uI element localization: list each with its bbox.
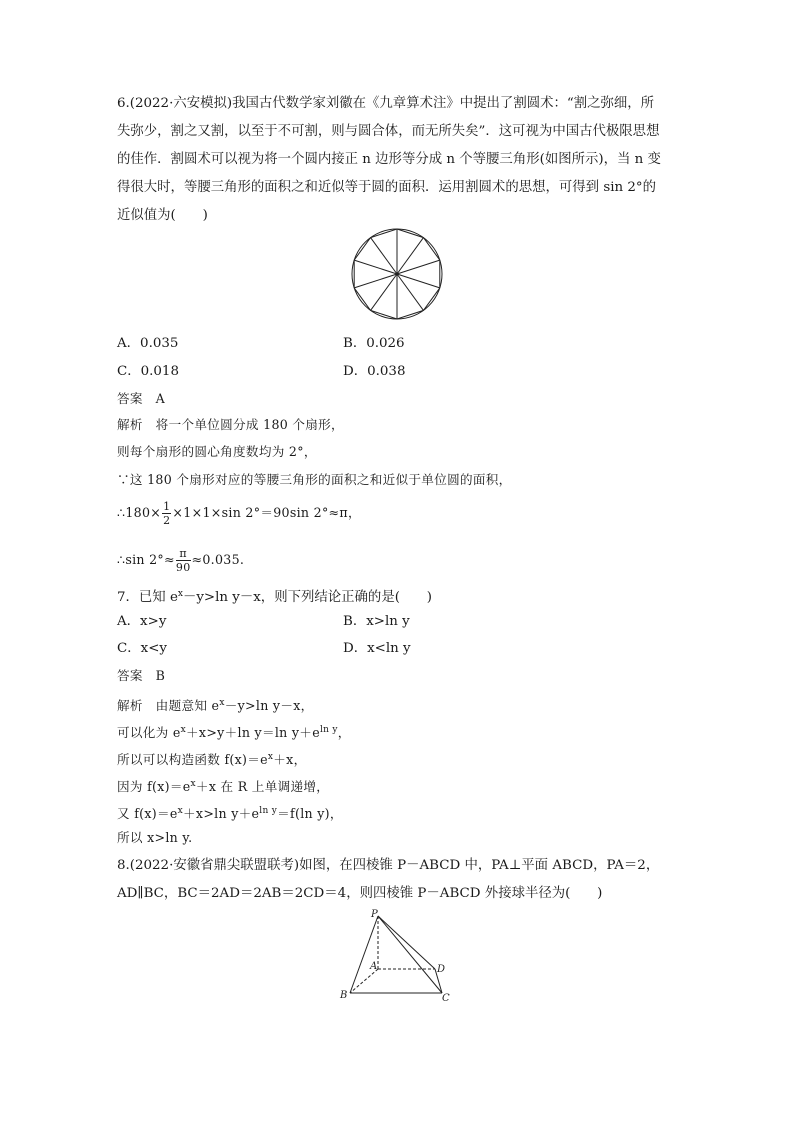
q7-sol2-a: 可以化为 e xyxy=(117,725,181,740)
q6-line-5: 近似值为( ) xyxy=(117,208,208,223)
q6-line-1: 6.(2022·六安模拟)我国古代数学家刘徽在《九章算术注》中提出了割圆术：“割之弥细，所 xyxy=(117,96,655,111)
edge-pd xyxy=(378,916,435,969)
fraction-one-half xyxy=(162,500,171,527)
fraction-numerator: π xyxy=(176,547,191,561)
q6-line-2: 失弥少，割之又割，以至于不可割，则与圆合体，而无所失矣”．这可视为中国古代极限思想 xyxy=(117,124,660,139)
q7-sol5-a: 又 f(x)＝e xyxy=(117,806,178,821)
radius-line xyxy=(397,274,440,288)
q7-sol4-b: ＋x 在 R 上单调递增， xyxy=(195,779,330,794)
radius-line xyxy=(397,274,423,310)
radius-line xyxy=(354,274,397,288)
fraction-denominator: 90 xyxy=(175,561,191,574)
q6-solution-line-4 xyxy=(117,500,361,527)
q7-solution-line-1 xyxy=(117,694,314,715)
q6-option-b[interactable]: B．0.026 xyxy=(343,336,405,351)
label-d: D xyxy=(437,964,446,975)
radius-line xyxy=(397,260,440,274)
q7-option-b[interactable]: B．x>ln y xyxy=(343,614,410,629)
q7-solution-line-6: 所以 x>ln y. xyxy=(117,830,193,845)
q6-solution-line-2: 则每个扇形的圆心角度数均为 2°， xyxy=(117,444,317,459)
q6-answer: 答案 A xyxy=(117,391,166,406)
q7-sol5-c: ＝f(ln y)， xyxy=(277,806,343,821)
edge-pb xyxy=(350,916,378,993)
q7-option-d[interactable]: D．x<ln y xyxy=(343,641,411,656)
q8-line-2: AD∥BC，BC＝2AD＝2AB＝2CD＝4，则四棱锥 P－ABCD 外接球半径为( ) xyxy=(117,886,603,901)
q6-option-c[interactable]: C．0.018 xyxy=(117,364,179,379)
q7-sol4-a: 因为 f(x)＝e xyxy=(117,779,191,794)
q7-sol4-sup: x xyxy=(190,779,196,789)
q7-solution-line-4 xyxy=(117,775,329,796)
q6-solution-line-3: ∵这 180 个扇形对应的等腰三角形的面积之和近似于单位圆的面积， xyxy=(117,472,512,487)
pyramid-figure xyxy=(330,905,460,1005)
q6-solution-line-5 xyxy=(117,547,244,574)
fraction-denominator: 2 xyxy=(163,514,171,527)
q7-sol1-pre: 解析 由题意知 e xyxy=(117,698,220,713)
fraction-pi-over-90 xyxy=(176,547,191,574)
radius-line xyxy=(371,274,397,310)
label-p: P xyxy=(371,909,378,920)
q7-sol5-b: ＋x>ln y＋e xyxy=(183,806,260,821)
q7-sol3-b: ＋x， xyxy=(273,752,307,767)
q7-answer: 答案 B xyxy=(117,668,166,683)
radius-line xyxy=(397,238,423,274)
circle-division-figure xyxy=(350,227,444,321)
q7-option-a[interactable]: A．x>y xyxy=(117,614,167,629)
q7-sol3-sup: x xyxy=(267,752,274,762)
label-c: C xyxy=(442,993,450,1004)
radius-line xyxy=(354,260,397,274)
q7-stem-post: －y>ln y－x，则下列结论正确的是( ) xyxy=(182,590,432,605)
q7-sol2-sup1: x xyxy=(180,725,187,735)
q7-sol5-sup2: ln y xyxy=(259,806,278,816)
q7-sol2-c: ， xyxy=(337,725,351,740)
q7-stem xyxy=(117,585,432,607)
radius-line xyxy=(371,238,397,274)
q6-line-4: 得很大时，等腰三角形的面积之和近似等于圆的面积．运用割圆术的思想，可得到 sin 2°的 xyxy=(117,180,656,195)
q7-stem-sup: x xyxy=(177,589,183,599)
q7-sol1-sup: x xyxy=(219,698,225,708)
q7-sol2-sup2: ln y xyxy=(319,725,338,735)
sol4-prefix: ∴180× xyxy=(117,505,162,520)
q7-solution-line-3 xyxy=(117,748,306,769)
fraction-numerator: 1 xyxy=(163,500,171,513)
q6-option-d[interactable]: D．0.038 xyxy=(343,364,406,379)
q7-stem-pre: 7．已知 e xyxy=(117,590,178,605)
sol5-suffix: ≈0.035. xyxy=(191,552,245,567)
q7-solution-line-2 xyxy=(117,721,351,742)
q7-sol1-post: －y>ln y－x， xyxy=(224,698,314,713)
q8-line-1: 8.(2022·安徽省鼎尖联盟联考)如图，在四棱锥 P－ABCD 中，PA⊥平面 ABCD，PA＝2， xyxy=(117,858,660,873)
label-a: A xyxy=(370,961,378,972)
label-b: B xyxy=(340,990,348,1001)
q7-sol5-sup1: x xyxy=(177,806,184,816)
q7-option-c[interactable]: C．x<y xyxy=(117,641,167,656)
q6-option-a[interactable]: A．0.035 xyxy=(117,336,179,351)
q7-sol3-a: 所以可以构造函数 f(x)＝e xyxy=(117,752,268,767)
q6-line-3: 的佳作．割圆术可以视为将一个圆内接正 n 边形等分成 n 个等腰三角形(如图所示)，当 n 变 xyxy=(117,152,661,167)
q6-solution-line-1: 解析 将一个单位圆分成 180 个扇形， xyxy=(117,417,344,432)
q7-solution-line-5 xyxy=(117,802,343,823)
q7-sol2-b: ＋x>y＋ln y＝ln y＋e xyxy=(186,725,320,740)
sol5-prefix: ∴sin 2°≈ xyxy=(117,552,175,567)
edge-pc xyxy=(378,916,442,993)
sol4-suffix: ×1×1×sin 2°＝90sin 2°≈π， xyxy=(172,505,361,520)
